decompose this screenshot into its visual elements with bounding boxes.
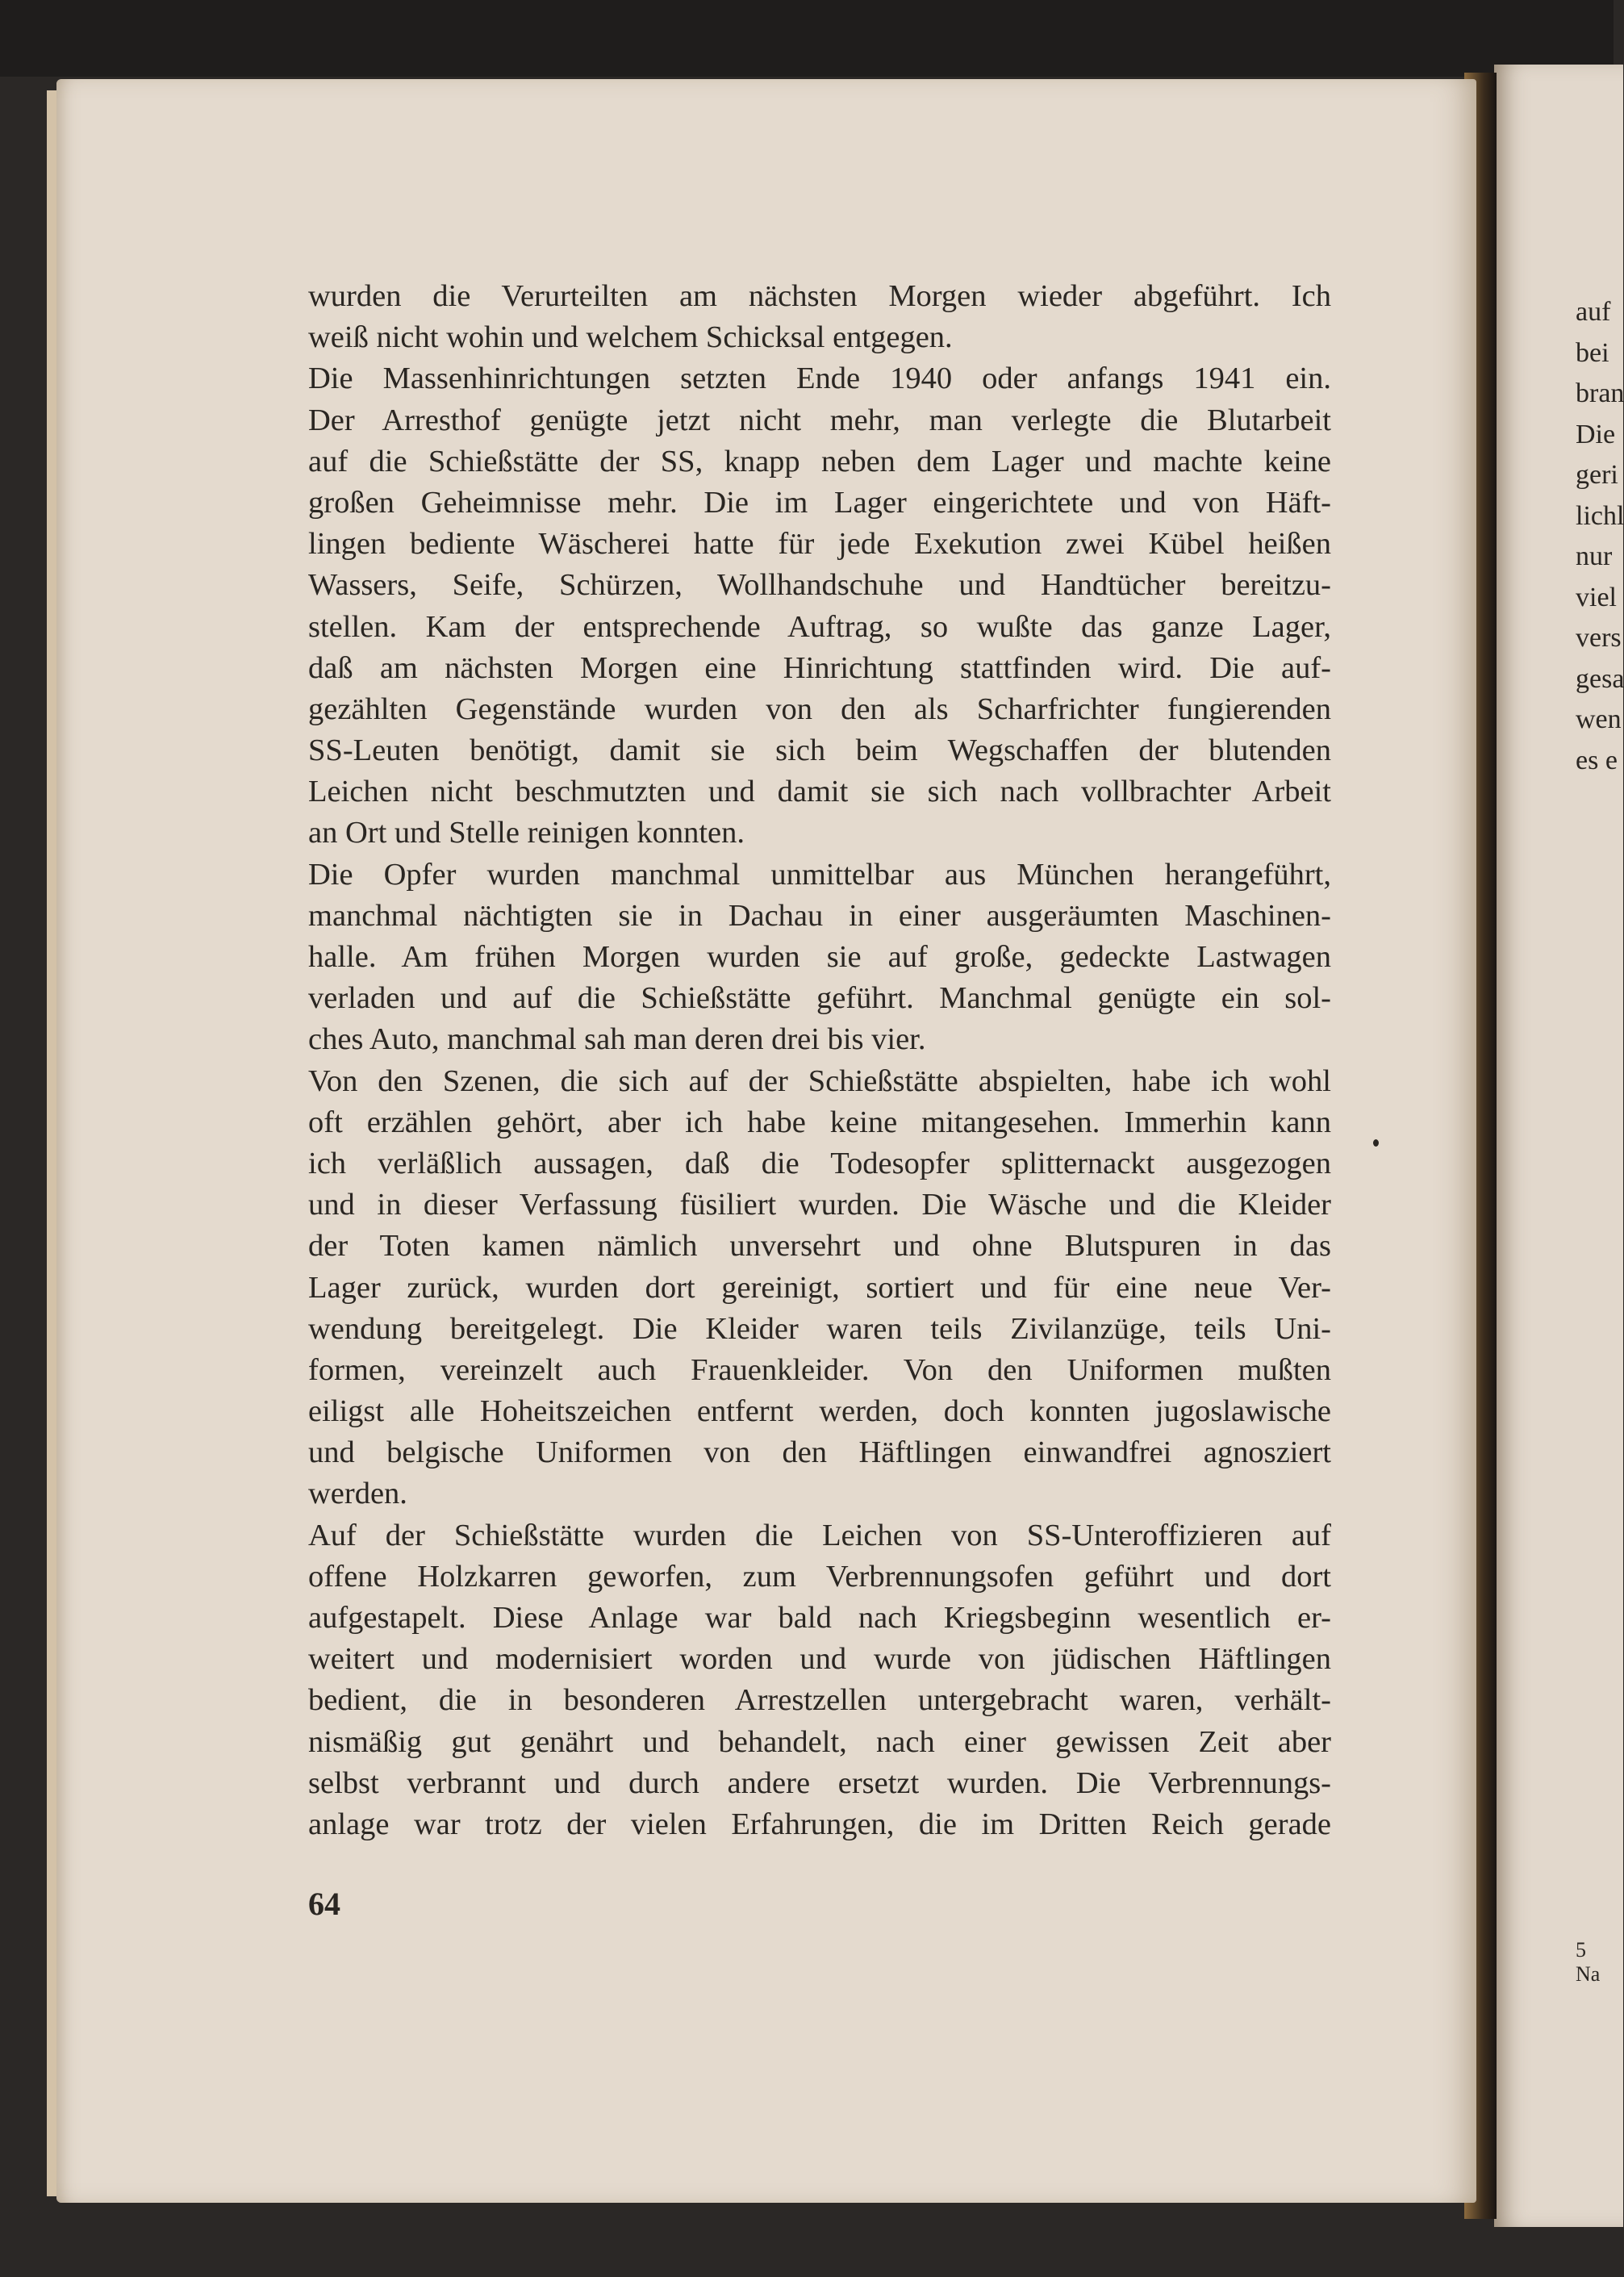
text-line: stellen. Kam der entsprechende Auftrag, so wußte das ganze Lager, — [308, 609, 1331, 644]
right-page-line: vers — [1576, 623, 1622, 653]
text-line: und in dieser Verfassung füsiliert wurden. Die Wäsche und die Kleider — [308, 1188, 1331, 1222]
text-line: Der Arresthof genügte jetzt nicht mehr, man verlegte die Blutarbeit — [308, 403, 1331, 437]
text-line: SS-Leuten benötigt, damit sie sich beim Wegschaffen der blutenden — [308, 733, 1331, 768]
text-line: anlage war trotz der vielen Erfahrungen, die im Dritten Reich gerade — [308, 1807, 1331, 1841]
text-line: manchmal nächtigten sie in Dachau in einer ausgeräumten Maschinen- — [308, 898, 1331, 933]
text-line: großen Geheimnisse mehr. Die im Lager eingerichtete und von Häft- — [308, 485, 1331, 520]
text-line: eiligst alle Hoheitszeichen entfernt werden, doch konnten jugoslawische — [308, 1394, 1331, 1429]
text-line: verladen und auf die Schießstätte geführt. Manchmal genügte ein sol- — [308, 981, 1331, 1016]
text-line: der Toten kamen nämlich unversehrt und ohne Blutspuren in das — [308, 1229, 1331, 1264]
body-text — [308, 276, 1331, 1845]
text-line: weiß nicht wohin und welchem Schicksal entgegen. — [308, 320, 953, 355]
right-page-line: Die — [1576, 419, 1616, 449]
text-line: Leichen nicht beschmutzten und damit sie sich nach vollbrachter Arbeit — [308, 775, 1331, 809]
right-page-line: gesa — [1576, 663, 1624, 694]
text-line: ches Auto, manchmal sah man deren drei bis vier. — [308, 1022, 926, 1057]
text-line: daß am nächsten Morgen eine Hinrichtung stattfinden wird. Die auf- — [308, 650, 1331, 685]
text-line: Wassers, Seife, Schürzen, Wollhandschuhe und Handtücher bereitzu- — [308, 568, 1331, 603]
right-page-line: nur — [1576, 541, 1613, 571]
text-line: offene Holzkarren geworfen, zum Verbrennungsofen geführt und dort — [308, 1559, 1331, 1594]
text-line: wurden die Verurteilten am nächsten Morgen wieder abgeführt. Ich — [308, 279, 1331, 313]
right-page-line: geri — [1576, 460, 1618, 490]
right-page-footnote: 5 Na — [1576, 1938, 1601, 1986]
scan-background — [0, 0, 1614, 77]
text-line: lingen bediente Wäscherei hatte für jede Exekution zwei Kübel heißen — [308, 527, 1331, 562]
text-line: selbst verbrannt und durch andere ersetzt wurden. Die Verbrennungs- — [308, 1765, 1331, 1800]
right-page-line: lichl — [1576, 500, 1624, 531]
right-page-line: auf — [1576, 297, 1611, 327]
right-page-line: bran — [1576, 378, 1624, 408]
text-line: Die Massenhinrichtungen setzten Ende 1940 oder anfangs 1941 ein. — [308, 361, 1331, 396]
text-line: halle. Am frühen Morgen wurden sie auf große, gedeckte Lastwagen — [308, 940, 1331, 974]
text-line: bedient, die in besonderen Arrestzellen untergebracht waren, verhält- — [308, 1683, 1331, 1718]
text-line: an Ort und Stelle reinigen konnten. — [308, 816, 745, 850]
text-line: Von den Szenen, die sich auf der Schießstätte abspielten, habe ich wohl — [308, 1063, 1331, 1098]
text-line: weitert und modernisiert worden und wurde von jüdischen Häftlingen — [308, 1642, 1331, 1677]
text-line: ich verläßlich aussagen, daß die Todesopfer splitternackt ausgezogen — [308, 1146, 1331, 1180]
margin-mark — [1373, 1139, 1379, 1147]
right-page-text-fragment — [1576, 292, 1624, 781]
text-line: auf die Schießstätte der SS, knapp neben dem Lager und machte keine — [308, 444, 1331, 478]
page-number: 64 — [308, 1886, 340, 1922]
right-page-line: es e — [1576, 745, 1618, 775]
text-line: und belgische Uniformen von den Häftlingen einwandfrei agnosziert — [308, 1435, 1331, 1470]
right-page-line: viel — [1576, 582, 1617, 612]
text-line: formen, vereinzelt auch Frauenkleider. Von den Uniformen mußten — [308, 1352, 1331, 1387]
text-line: wendung bereitgelegt. Die Kleider waren teils Zivilanzüge, teils Uni- — [308, 1311, 1331, 1346]
text-line: werden. — [308, 1477, 407, 1511]
text-line: nismäßig gut genährt und behandelt, nach einer gewissen Zeit aber — [308, 1724, 1331, 1759]
right-page-line: bei — [1576, 337, 1609, 368]
text-line: aufgestapelt. Diese Anlage war bald nach Kriegsbeginn wesentlich er- — [308, 1601, 1331, 1635]
text-line: oft erzählen gehört, aber ich habe keine mitangesehen. Immerhin kann — [308, 1105, 1331, 1139]
right-page-line: wen — [1576, 704, 1622, 734]
text-line: Lager zurück, wurden dort gereinigt, sortiert und für eine neue Ver- — [308, 1270, 1331, 1305]
text-line: gezählten Gegenstände wurden von den als Scharfrichter fungierenden — [308, 691, 1331, 726]
text-line: Auf der Schießstätte wurden die Leichen von SS-Unteroffizieren auf — [308, 1518, 1331, 1552]
text-line: Die Opfer wurden manchmal unmittelbar aus München herangeführt, — [308, 857, 1331, 892]
